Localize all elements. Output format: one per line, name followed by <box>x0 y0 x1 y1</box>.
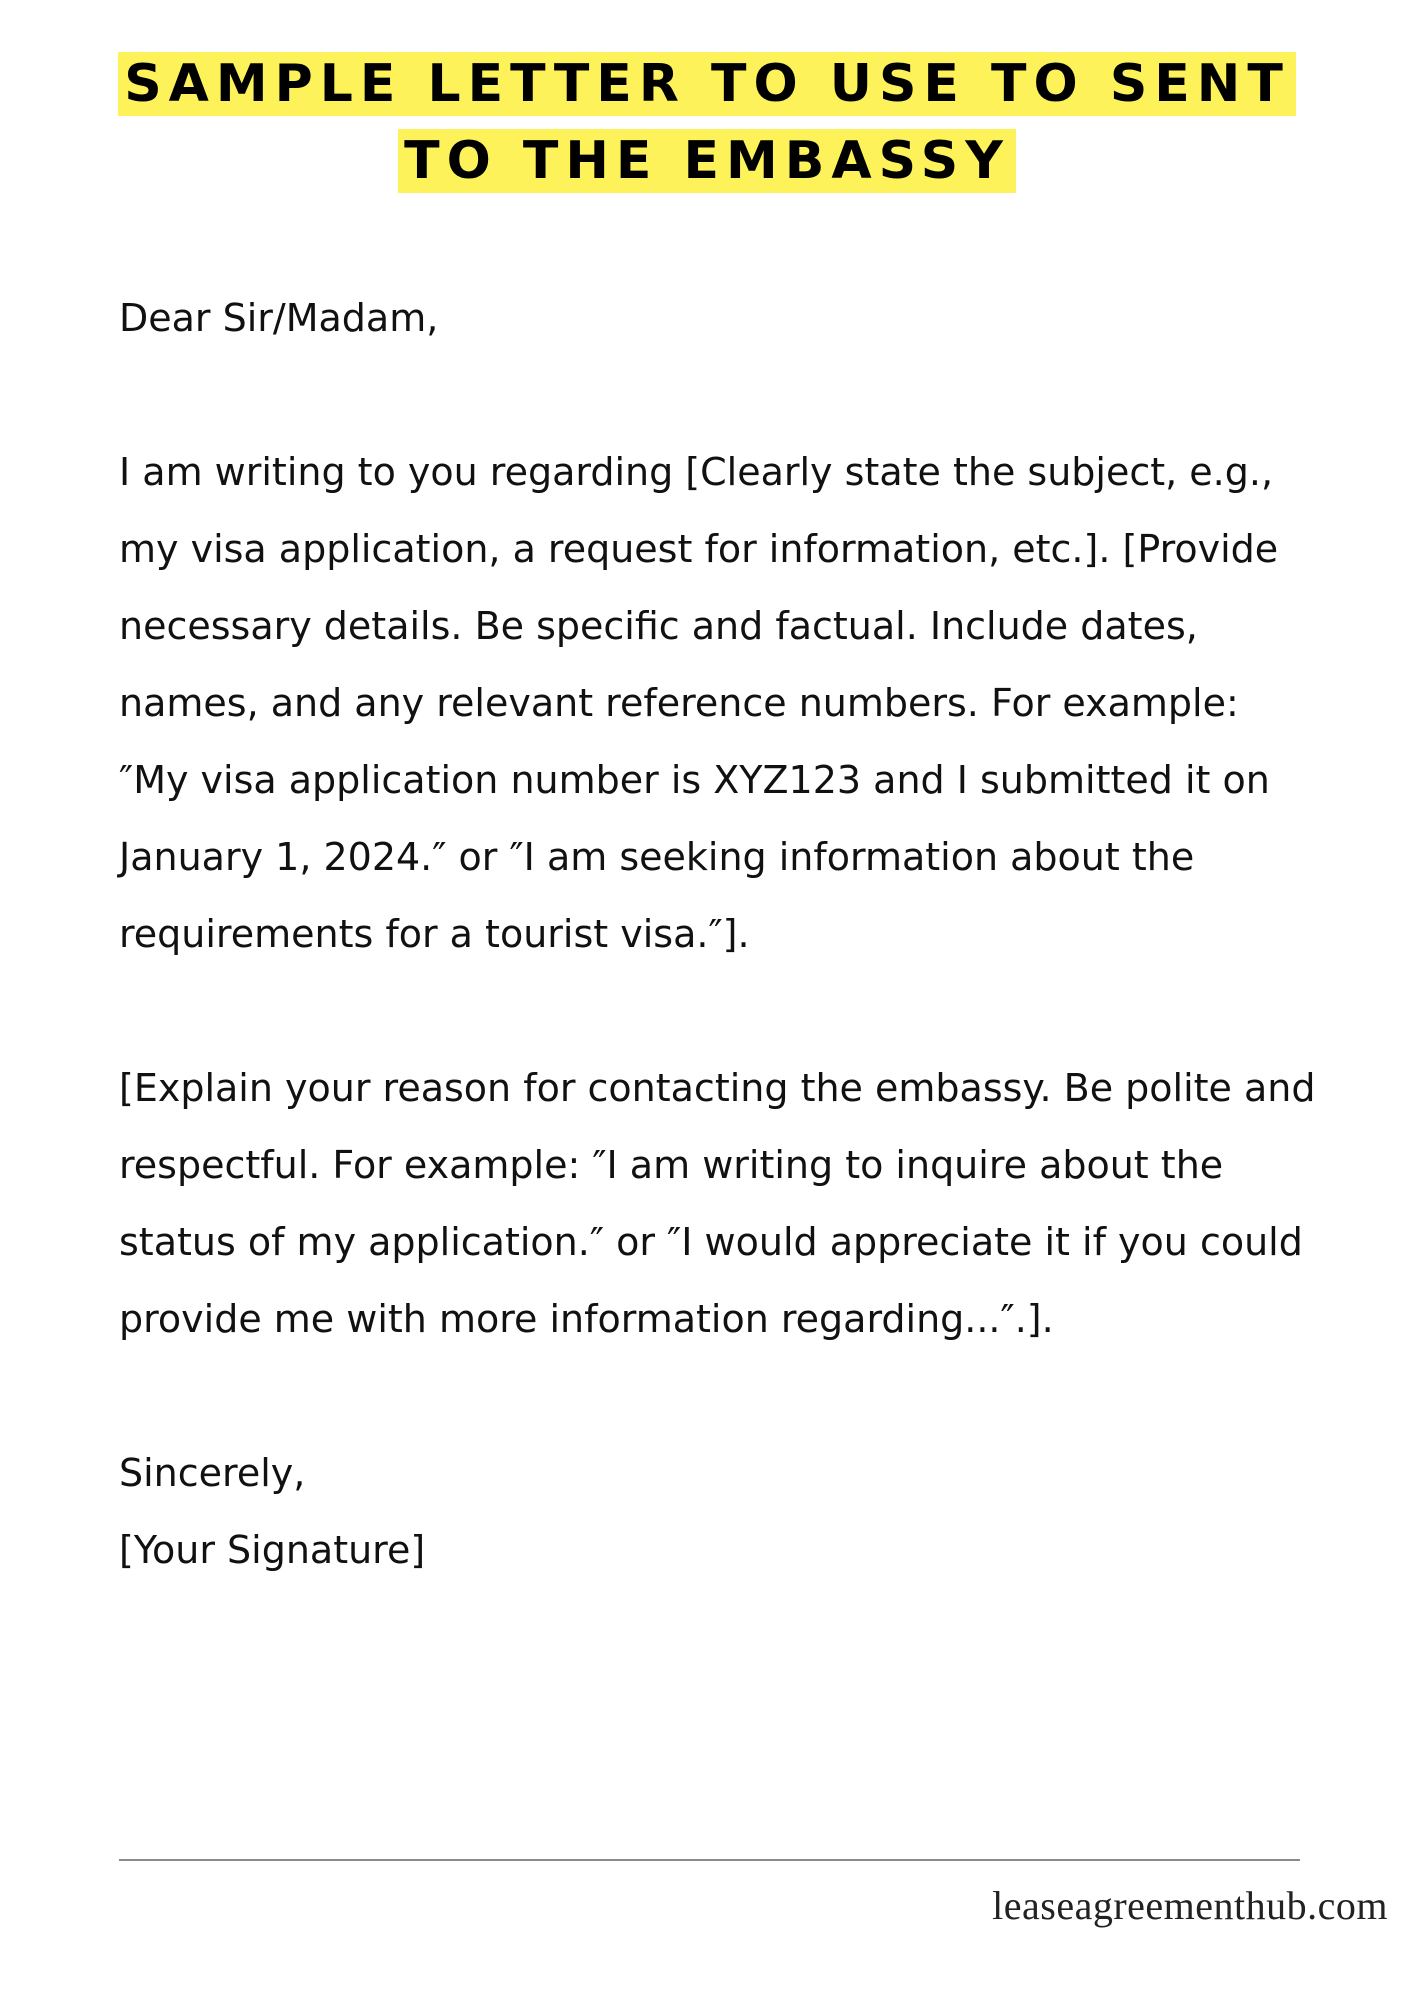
title-block <box>0 46 1414 200</box>
letter-body <box>119 280 1319 1589</box>
body-paragraph-1: I am writing to you regarding [Clearly state the subject, e.g., my visa application, a request for information, etc.]. [Provide necessary details. Be specific and factual. Include dates, names, and any relevant reference numbers. For example: ″My visa application number is XYZ123 and I submitted it on January 1, 2024.″ or ″I am seeking information about the requirements for a tourist visa.″]. <box>119 450 1279 956</box>
footer-site-name: leaseagreementhub.com <box>992 1883 1388 1928</box>
salutation: Dear Sir/Madam, <box>119 296 439 340</box>
page-title: SAMPLE LETTER TO USE TO SENT TO THE EMBASSY <box>118 52 1296 193</box>
footer-divider <box>119 1859 1300 1861</box>
body-paragraph-2: [Explain your reason for contacting the embassy. Be polite and respectful. For example: ″I am writing to inquire about the status of my application.″ or ″I would appreciate it if you could provide me with more information regarding...″.]. <box>119 1066 1316 1341</box>
signature-placeholder: [Your Signature] <box>119 1528 426 1572</box>
closing: Sincerely, <box>119 1451 306 1495</box>
